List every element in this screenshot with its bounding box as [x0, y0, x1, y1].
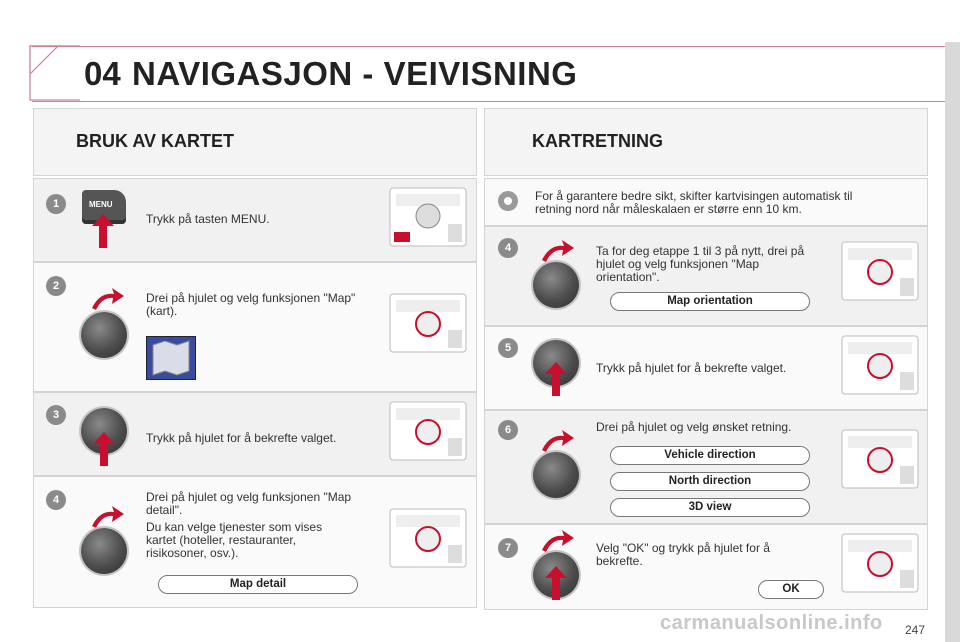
step-number-badge: 6	[498, 420, 518, 440]
right-section-title: KARTRETNING	[532, 131, 663, 151]
step-number-badge: 4	[46, 490, 66, 510]
radio-panel-icon	[840, 530, 920, 596]
radio-panel-icon	[840, 426, 920, 492]
map-icon	[146, 336, 196, 380]
rotate-arrow-icon	[540, 240, 574, 262]
rotary-knob-icon[interactable]	[533, 452, 579, 498]
step-number-badge: 5	[498, 338, 518, 358]
step-text: Drei på hjulet og velg funksjonen "Map detail".	[146, 490, 352, 517]
page-number: 247	[905, 623, 926, 637]
option-north-direction[interactable]: North direction	[610, 472, 810, 491]
menu-key-label: MENU	[89, 200, 113, 209]
step-number-badge: 1	[46, 194, 66, 214]
rotary-knob-icon[interactable]	[81, 312, 127, 358]
rotary-knob-icon[interactable]	[81, 528, 127, 574]
step-number-badge: 7	[498, 538, 518, 558]
intro-text: For å garantere bedre sikt, skifter kartvisingen automatisk til retning nord når måleskalaen er større enn 10 km.	[535, 189, 853, 216]
option-vehicle-direction[interactable]: Vehicle direction	[610, 446, 810, 465]
press-arrow-icon	[545, 566, 567, 600]
option-map-orientation[interactable]: Map orientation	[610, 292, 810, 311]
radio-panel-icon	[840, 332, 920, 398]
chapter-corner-decoration	[22, 42, 82, 104]
page-edge-rail	[945, 42, 960, 642]
step-text: Trykk på tasten MENU.	[146, 212, 270, 226]
step-text: Velg "OK" og trykk på hjulet for å bekrefte.	[596, 541, 770, 568]
rotate-arrow-icon	[90, 288, 124, 310]
step-number-badge: 4	[498, 238, 518, 258]
header-bottom-rule	[32, 101, 957, 102]
rotate-arrow-icon	[540, 530, 574, 552]
page-title: NAVIGASJON - VEIVISNING	[132, 55, 578, 92]
option-ok[interactable]: OK	[758, 580, 824, 599]
header-top-rule	[32, 46, 957, 47]
step-text: Trykk på hjulet for å bekrefte valget.	[596, 361, 787, 375]
radio-panel-icon	[388, 398, 468, 464]
watermark: carmanualsonline.info	[660, 612, 883, 634]
sun-icon	[498, 191, 518, 211]
chapter-number: 04	[84, 55, 121, 92]
step-text: Drei på hjulet og velg ønsket retning.	[596, 420, 792, 434]
step-text: Ta for deg etappe 1 til 3 på nytt, drei på hjulet og velg funksjonen "Map orientation".	[596, 244, 805, 284]
press-arrow-icon	[92, 214, 114, 248]
radio-panel-icon	[388, 184, 468, 250]
option-3d-view[interactable]: 3D view	[610, 498, 810, 517]
rotary-knob-icon[interactable]	[533, 262, 579, 308]
rotate-arrow-icon	[90, 506, 124, 528]
option-map-detail[interactable]: Map detail	[158, 575, 358, 594]
step-text-extra: Du kan velge tjenester som vises kartet (hoteller, restauranter, risikosoner, osv.).	[146, 520, 323, 560]
radio-panel-icon	[840, 238, 920, 304]
step-number-badge: 3	[46, 405, 66, 425]
step-text: Drei på hjulet og velg funksjonen "Map" (kart).	[146, 291, 356, 318]
step-text: Trykk på hjulet for å bekrefte valget.	[146, 431, 337, 445]
radio-panel-icon	[388, 290, 468, 356]
radio-panel-icon	[388, 505, 468, 571]
left-section-title: BRUK AV KARTET	[76, 131, 234, 151]
press-arrow-icon	[545, 362, 567, 396]
rotate-arrow-icon	[540, 430, 574, 452]
step-number-badge: 2	[46, 276, 66, 296]
press-arrow-icon	[93, 432, 115, 466]
